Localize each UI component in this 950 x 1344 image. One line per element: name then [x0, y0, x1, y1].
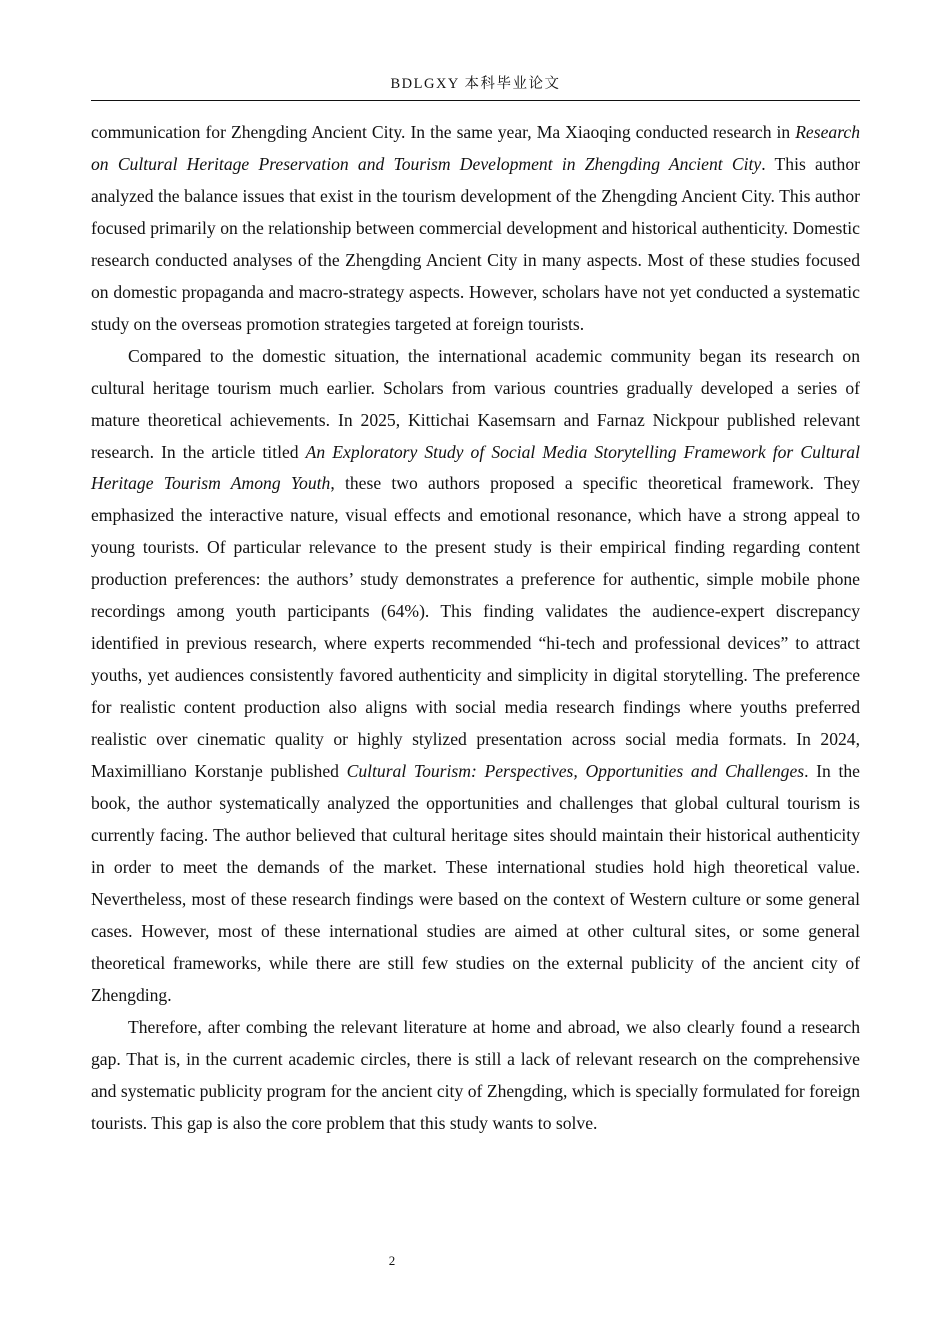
document-body [91, 117, 860, 1140]
paragraph-1 [91, 117, 860, 341]
text-segment: . In the book, the author systematically analyzed the opportunities and challenges that global cultural tourism is currently facing. The author believed that cultural heritage sites should maintain their historical authenticity in order to meet the demands of the market. These international studies hold high theoretical value. Nevertheless, most of these research findings were based on the context of Western culture or some general cases. However, most of these international studies are aimed at other cultural sites, or some general theoretical frameworks, while there are still few studies on the external publicity of the ancient city of Zhengding. [91, 761, 860, 1005]
paragraph-2 [91, 341, 860, 1012]
text-segment: communication for Zhengding Ancient City. In the same year, Ma Xiaoqing conducted research in [91, 122, 796, 142]
cited-title: Research on Cultural Heritage Preservation and Tourism Development in Zhengding Ancient City [91, 122, 860, 174]
paragraph-3 [91, 1012, 860, 1140]
page-number: 2 [388, 1253, 396, 1268]
page-header: BDLGXY 本科毕业论文 [390, 76, 561, 92]
cited-title: Cultural Tourism: Perspectives, Opportunities and Challenges [346, 761, 805, 782]
text-segment: , these two authors proposed a specific theoretical framework. They emphasized the interactive nature, visual effects and emotional resonance, which have a strong appeal to young tourists. Of particular relevance to the present study is their empirical finding regarding content production preferences: the authors’ study demonstrates a preference for authentic, simple mobile phone recordings among youth participants (64%). This finding validates the audience-expert discrepancy identified in previous research, where experts recommended “hi-tech and professional devices” to attract youths, yet audiences consistently favored authenticity and simplicity in digital storytelling. The preference for realistic content production also aligns with social media research findings where youths preferred realistic over cinematic quality or highly stylized presentation across social media formats. In 2024, Maximilliano Korstanje published [91, 473, 860, 782]
text-segment: Therefore, after combing the relevant literature at home and abroad, we also clearly found a research gap. That is, in the current academic circles, there is still a lack of relevant research on the comprehensive and systematic publicity program for the ancient city of Zhengding, which is specially formulated for foreign tourists. This gap is also the core problem that this study wants to solve. [91, 1016, 860, 1133]
header-divider [91, 100, 860, 101]
text-segment: . This author analyzed the balance issues that exist in the tourism development of the Zhengding Ancient City. This author focused primarily on the relationship between commercial development and historical authenticity. Domestic research conducted analyses of the Zhengding Ancient City in many aspects. Most of these studies focused on domestic propaganda and macro-strategy aspects. However, scholars have not yet conducted a systematic study on the overseas promotion strategies targeted at foreign tourists. [91, 153, 860, 334]
text-segment: Compared to the domestic situation, the international academic community began its research on cultural heritage tourism much earlier. Scholars from various countries gradually developed a series of mature theoretical achievements. In 2025, Kittichai Kasemsarn and Farnaz Nickpour published relevant research. In the article titled [91, 345, 860, 462]
cited-title: An Exploratory Study of Social Media Storytelling Framework for Cultural Heritage Tourism Among Youth [91, 441, 860, 494]
